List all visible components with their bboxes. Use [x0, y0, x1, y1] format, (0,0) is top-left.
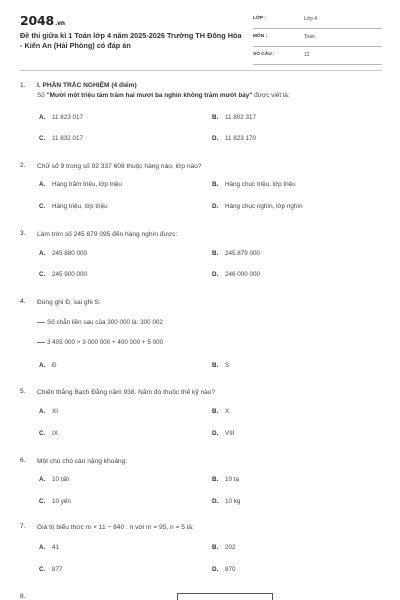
option-letter: B.: [212, 544, 219, 551]
option-letter: A.: [39, 408, 46, 415]
option-text: 10 tấn: [52, 476, 70, 483]
option-a[interactable]: [39, 544, 59, 551]
question-number: 3.: [20, 230, 26, 237]
option-d[interactable]: [212, 498, 240, 505]
exam-meta: [253, 14, 382, 68]
option-text: 246 000 000: [225, 271, 261, 278]
option-b[interactable]: [212, 181, 296, 188]
option-letter: D.: [212, 271, 219, 278]
meta-question-count: [253, 50, 382, 65]
option-letter: B.: [212, 362, 219, 369]
option-letter: D.: [212, 566, 219, 573]
option-b[interactable]: [212, 476, 239, 483]
question-prompt: Chiến thắng Bạch Đằng năm 938. Năm đó thuộc thế kỷ nào?: [37, 389, 216, 396]
question-prompt: Đúng ghi Đ, sai ghi S:: [37, 299, 101, 306]
option-c[interactable]: [39, 135, 83, 142]
option-text: 870: [225, 566, 236, 573]
option-c[interactable]: [39, 430, 58, 437]
section-heading: I. PHẦN TRẮC NGHIỆM (4 điểm): [37, 82, 137, 89]
option-letter: C.: [39, 203, 46, 210]
option-text: 11 802 317: [225, 114, 257, 121]
statement-text: Số chẵn liền sau của 300 000 là: 300 002: [47, 319, 163, 326]
option-c[interactable]: [39, 498, 71, 505]
option-letter: D.: [212, 430, 219, 437]
option-d[interactable]: [212, 203, 303, 210]
option-text: Hàng chục nghìn, lớp nghìn: [225, 203, 303, 210]
option-a[interactable]: [39, 250, 87, 257]
meta-subject: [253, 32, 382, 47]
option-d[interactable]: [212, 135, 256, 142]
option-letter: A.: [39, 114, 46, 121]
option-c[interactable]: [39, 203, 108, 210]
question-number: 6.: [20, 457, 26, 464]
option-letter: A.: [39, 181, 46, 188]
true-false-statement[interactable]: [37, 319, 163, 326]
option-letter: C.: [39, 566, 46, 573]
prompt-bold: "Mười một triệu tám trăm hai mươi ba nghìn không trăm mười bảy": [46, 92, 253, 99]
option-b[interactable]: [212, 408, 229, 415]
question-prompt: Làm tròn số 245 879 095 đến hàng nghìn được:: [37, 231, 178, 238]
site-logo[interactable]: [20, 13, 65, 28]
option-letter: C.: [39, 430, 46, 437]
option-letter: A.: [39, 476, 46, 483]
option-text: Hàng trăm triệu, lớp triệu: [52, 181, 122, 188]
option-text: 11 832 017: [52, 135, 84, 142]
option-letter: D.: [212, 135, 219, 142]
question-prompt: Một chú chó cân nặng khoảng:: [37, 458, 128, 465]
prompt-post: được viết là:: [252, 92, 290, 99]
option-text: 245 900 000: [52, 271, 88, 278]
option-a[interactable]: [39, 408, 58, 415]
exam-title: Đề thi giữa kì 1 Toán lớp 4 năm 2025-2026 Trường TH Đông Hòa - Kiến An (Hải Phòng) có đáp án: [20, 31, 242, 50]
option-letter: B.: [212, 250, 219, 257]
option-text: Đ: [52, 362, 57, 369]
option-text: 10 tạ: [225, 476, 240, 483]
question-number: 2.: [20, 162, 26, 169]
statement-text: 3 405 000 > 3 000 000 + 400 000 + 5 000: [47, 339, 164, 346]
meta-value: 12: [304, 52, 310, 58]
question-number: 1.: [20, 82, 26, 89]
option-text: 202: [225, 544, 236, 551]
option-text: VIII: [225, 430, 235, 437]
option-b[interactable]: [212, 250, 260, 257]
answer-blank[interactable]: [37, 322, 45, 323]
option-text: 245 879 000: [225, 250, 261, 257]
option-letter: B.: [212, 408, 219, 415]
option-letter: C.: [39, 498, 46, 505]
option-text: Hàng chục triệu, lớp triệu: [225, 181, 296, 188]
option-text: X: [225, 408, 230, 415]
option-letter: D.: [212, 498, 219, 505]
option-text: S: [225, 362, 230, 369]
prompt-pre: Số: [37, 92, 47, 99]
question-number: 4.: [20, 298, 26, 305]
answer-box[interactable]: [177, 593, 273, 600]
question-prompt: Giá trị biểu thức m × 11 − 840 : n với m = 95, n = 5 là:: [37, 524, 194, 531]
option-d[interactable]: [212, 271, 260, 278]
option-d[interactable]: [212, 430, 234, 437]
question-number: 8.: [20, 593, 26, 600]
option-c[interactable]: [39, 271, 87, 278]
option-letter: D.: [212, 203, 219, 210]
option-text: Hàng triệu, lớp triệu: [52, 203, 108, 210]
option-text: 245 880 000: [52, 250, 88, 257]
option-c[interactable]: [39, 566, 63, 573]
option-text: 11 823 017: [52, 114, 84, 121]
option-text: IX: [52, 430, 58, 437]
option-letter: A.: [39, 544, 46, 551]
option-text: 11 823 170: [225, 135, 257, 142]
option-a[interactable]: [39, 114, 83, 121]
option-letter: C.: [39, 135, 46, 142]
header-divider: [20, 70, 382, 71]
option-text: XI: [52, 408, 58, 415]
option-b[interactable]: [212, 544, 236, 551]
option-letter: B.: [212, 181, 219, 188]
option-a[interactable]: [39, 362, 57, 369]
option-a[interactable]: [39, 476, 70, 483]
option-text: 877: [52, 566, 63, 573]
answer-blank[interactable]: [37, 342, 45, 343]
option-letter: B.: [212, 476, 219, 483]
option-letter: A.: [39, 362, 46, 369]
true-false-statement[interactable]: [37, 339, 163, 346]
option-letter: A.: [39, 250, 46, 257]
question-prompt: Chữ số 9 trong số 92 337 608 thuộc hàng nào, lớp nào?: [37, 163, 202, 170]
meta-class: [253, 14, 382, 29]
option-letter: C.: [39, 271, 46, 278]
meta-label: LỚP :: [253, 16, 267, 21]
meta-label: SỐ CÂU :: [253, 52, 275, 57]
option-a[interactable]: [39, 181, 122, 188]
logo-suffix: .vn: [55, 20, 65, 27]
logo-text: 2048: [20, 13, 54, 28]
meta-label: MÔN :: [253, 34, 268, 39]
meta-value: Lớp 4: [304, 16, 318, 22]
question-number: 7.: [20, 523, 26, 530]
option-letter: B.: [212, 114, 219, 121]
option-b[interactable]: [212, 362, 229, 369]
option-text: 10 yến: [52, 498, 71, 505]
option-text: 10 kg: [225, 498, 241, 505]
meta-value: Toán: [304, 34, 315, 40]
question-prompt: [37, 92, 377, 99]
question-number: 5.: [20, 388, 26, 395]
option-text: 41: [52, 544, 60, 551]
option-d[interactable]: [212, 566, 236, 573]
option-b[interactable]: [212, 114, 256, 121]
exam-header: [20, 12, 382, 62]
